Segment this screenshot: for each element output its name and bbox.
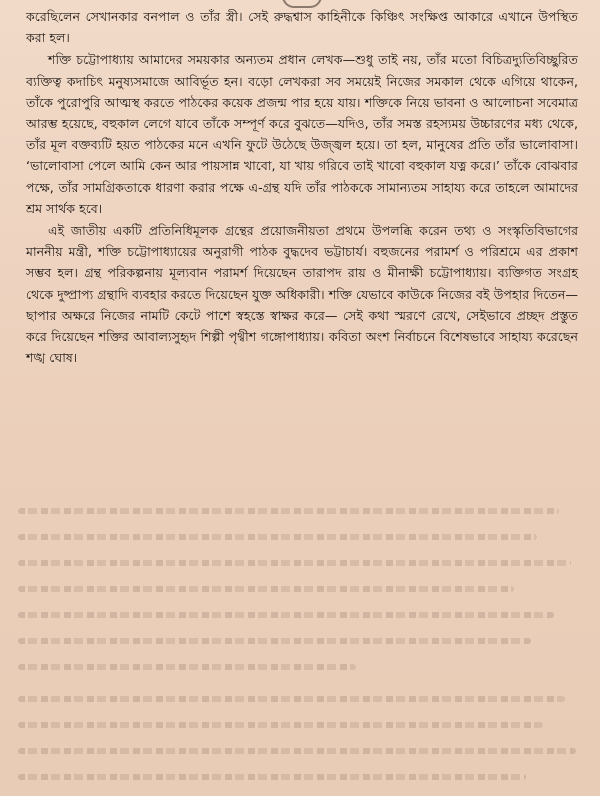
paragraph-1: করেছিলেন সেখানকার বনপাল ও তাঁর স্ত্রী। সেই রুদ্ধশ্বাস কাহিনীকে কিঞ্চিৎ সংক্ষিপ্ত আকারে এখানে উপস্থিত করা হল। xyxy=(26,9,578,46)
paragraph-3: এই জাতীয় একটি প্রতিনিধিমূলক গ্রন্থের প্রয়োজনীয়তা প্রথমে উপলব্ধি করেন তথ্য ও সংস্কৃতিবিভাগের মাননীয় মন্ত্রী, শক্তি চট্টোপাধ্যায়ের অনুরাগী পাঠক বুদ্ধদেব ভট্টাচার্য। বহুজনের পরামর্শ ও পরিশ্রমে এর প্রকাশ সম্ভব হল। গ্রন্থ পরিকল্পনায় মূল্যবান পরামর্শ দিয়েছেন তারাপদ রায় ও মীনাক্ষী চট্টোপাধ্যায়। ব্যক্তিগত সংগ্রহ থেকে দুষ্প্রাপ্য গ্রন্থাদি ব্যবহার করতে দিয়েছেন যুক্ত অধিকারী। শক্তি যেভাবে কাউকে নিজের বই উপহার দিতেন—ছাপার অক্ষরে নিজের নামটি কেটে পাশে স্বহস্তে স্বাক্ষর করে— সেই কথা স্মরণে রেখে, সেইভাবে প্রচ্ছদ প্রস্তুত করে দিয়েছেন শক্তির আবাল্যসুহৃদ শিল্পী পৃথ্বীশ গঙ্গোপাধ্যায়। কবিতা অংশ নির্বাচনে বিশেষভাবে সাহায্য করেছেন শঙ্খ ঘোষ। xyxy=(26,223,578,366)
show-through-text xyxy=(18,500,582,796)
show-through-line xyxy=(18,638,531,644)
show-through-line xyxy=(18,508,559,514)
show-through-line xyxy=(18,748,576,754)
show-through-line xyxy=(18,664,356,670)
show-through-line xyxy=(18,560,571,566)
show-through-line xyxy=(18,612,554,618)
show-through-line xyxy=(18,722,543,728)
show-through-line xyxy=(18,586,514,592)
show-through-line xyxy=(18,534,537,540)
show-through-line xyxy=(18,774,526,780)
show-through-line xyxy=(18,696,565,702)
document-body xyxy=(26,6,578,368)
paragraph-2: শক্তি চট্টোপাধ্যায় আমাদের সময়কার অন্যতম প্রধান লেখক—শুধু তাই নয়, তাঁর মতো বিচিত্রদ্যুতিবিচ্ছুরিত ব্যক্তিত্ব কদাচিৎ মনুষ্যসমাজে আবির্ভূত হন। বড়ো লেখকরা সব সময়েই নিজের সমকাল থেকে এগিয়ে থাকেন, তাঁকে পুরোপুরি আত্মস্থ করতে পাঠকের কয়েক প্রজন্ম পার হয়ে যায়। শক্তিকে নিয়ে ভাবনা ও আলোচনা সবেমাত্র আরম্ভ হয়েছে, বহুকাল লেগে যাবে তাঁকে সম্পূর্ণ করে বুঝতে—যদিও, তাঁর সমস্ত রহস্যময় উচ্চারণের মধ্য থেকে, তাঁর মূল বক্তব্যটি হয়ত পাঠকের মনে এখনি ফুটে উঠেছে উজ্জ্বল হয়ে। তা হল, মানুষের প্রতি তাঁর ভালোবাসা। ‘ভালোবাসা পেলে আমি কেন আর পায়সান্ন খাবো, যা খায় গরিবে তাই খাবো বহুকাল যত্ন করে।’ তাঁকে বোঝবার পক্ষে, তাঁর সামগ্রিকতাকে ধারণা করার পক্ষে এ-গ্রন্থ যদি তাঁর পাঠককে সামান্যতম সাহায্য করে তাহলে আমাদের শ্রম সার্থক হবে। xyxy=(26,52,578,216)
